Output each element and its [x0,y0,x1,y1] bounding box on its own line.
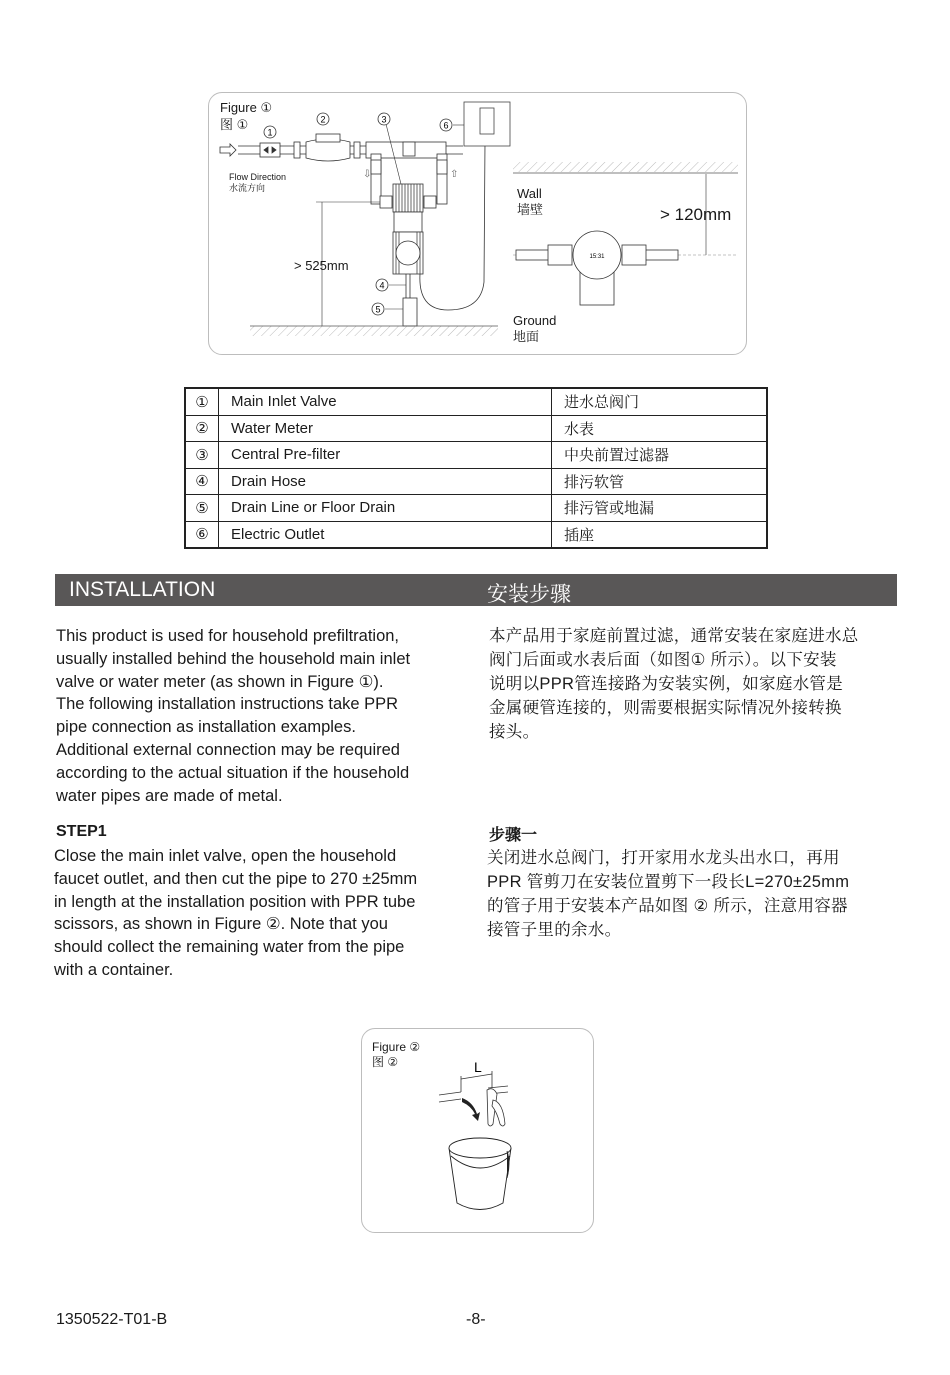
table-row [185,521,767,548]
bucket-icon [449,1138,511,1210]
flow-arrow-icon [220,144,236,156]
wall-label-zh: 墙壁 [517,202,544,217]
part-name-zh: 进水总阀门 [552,388,768,415]
part-name-zh: 排污软管 [552,468,768,495]
row-number: ② [185,415,219,442]
flow-direction-zh: 水流方向 [229,183,266,193]
wall-dimension-label: > 120mm [660,205,732,224]
callout-3-text: 3 [381,114,387,125]
parts-legend-table [184,387,768,549]
part-name-en: Central Pre-filter [219,442,552,469]
power-cord [420,142,485,310]
height-dimension-label: > 525mm [294,258,349,273]
figure-2-title-en: Figure ② [372,1040,421,1054]
text-line: 阀门后面或水表后面（如图① 所示）。以下安装 [489,651,837,669]
filter-top-view [516,231,678,305]
text-line: according to the actual situation if the household [56,763,410,782]
section-title-zh: 安装步骤 [487,583,571,606]
ppr-scissors-icon [487,1089,505,1126]
svg-text:⇧: ⇧ [450,169,459,180]
table-row [185,415,767,442]
ground-hatch [250,326,498,336]
figure-2-title-zh: 图 ② [372,1055,399,1069]
intro-paragraph-zh [489,624,909,744]
electric-outlet [464,102,510,146]
cut-pipe [439,1086,508,1102]
text-line: faucet outlet, and then cut the pipe to 270 ±25mm [54,869,418,888]
intro-paragraph-en [56,625,466,807]
part-name-en: Electric Outlet [219,521,552,548]
wall-hatch [513,162,738,172]
water-meter [294,134,360,161]
part-name-en: Drain Hose [219,468,552,495]
table-row [185,442,767,469]
part-name-en: Main Inlet Valve [219,388,552,415]
svg-text:⇩: ⇩ [363,169,372,180]
flow-direction-en: Flow Direction [229,172,287,182]
text-line: water pipes are made of metal. [56,786,283,805]
callout-2-text: 2 [320,114,326,125]
step1-heading-en: STEP1 [56,823,107,840]
text-line: Close the main inlet valve, open the household [54,847,397,865]
text-line: pipe connection as installation examples. [56,718,356,737]
text-line: 金属硬管连接的，则需要根据实际情况外接转换 [489,699,842,717]
text-line: 接管子里的余水。 [487,921,622,939]
text-line: This product is used for household prefiltration, [56,627,400,645]
step1-paragraph-zh [487,846,907,942]
installation-section-header [55,574,897,606]
row-number: ① [185,388,219,415]
text-line: 说明以PPR管连接路为安装实例，如家庭水管是 [489,675,844,693]
text-line: The following installation instructions take PPR [56,695,399,714]
row-number: ⑤ [185,495,219,522]
table-row [185,495,767,522]
wall-label-en: Wall [517,186,542,201]
drain-line [403,274,417,326]
step1-heading-zh: 步骤一 [489,827,538,844]
figure-2-diagram [361,1028,592,1231]
part-name-zh: 插座 [552,521,768,548]
callout-1-text: 1 [267,127,273,138]
text-line: valve or water meter (as shown in Figure ①). [56,672,384,691]
central-prefilter [380,184,436,274]
text-line: in length at the installation position with PPR tube [54,892,416,911]
row-number: ③ [185,442,219,469]
text-line: 关闭进水总阀门，打开家用水龙头出水口，再用 [487,849,840,867]
ground-label-zh: 地面 [513,329,540,344]
text-line: should collect the remaining water from the pipe [54,938,405,957]
text-line: scissors, as shown in Figure ②. Note that you [54,915,388,934]
part-name-en: Drain Line or Floor Drain [219,495,552,522]
section-title-en: INSTALLATION [69,578,216,601]
main-inlet-valve [260,143,280,157]
figure-1-title-en: Figure ① [220,100,273,115]
part-name-en: Water Meter [219,415,552,442]
part-name-zh: 中央前置过滤器 [552,442,768,469]
text-line: 的管子用于安装本产品如图 ② 所示，注意用容器 [487,897,848,915]
callout-6-text: 6 [443,120,449,131]
drop-arrow-icon [462,1098,480,1121]
page-number: -8- [466,1311,486,1328]
text-line: Additional external connection may be required [56,740,400,759]
text-line: 本产品用于家庭前置过滤，通常安装在家庭进水总 [489,627,859,645]
text-line: with a container. [54,960,174,979]
display-readout: 15:31 [589,254,605,260]
row-number: ⑥ [185,521,219,548]
text-line: usually installed behind the household main inlet [56,649,411,668]
figure-1-title-zh: 图 ① [220,117,249,132]
ground-label-en: Ground [513,313,557,328]
table-row [185,468,767,495]
document-code: 1350522-T01-B [56,1311,168,1328]
step1-paragraph-en [54,845,474,982]
callout-5-text: 5 [375,304,381,315]
text-line: 接头。 [489,723,540,741]
table-row [185,388,767,415]
row-number: ④ [185,468,219,495]
callout-4-text: 4 [379,280,385,291]
part-name-zh: 水表 [552,415,768,442]
part-name-zh: 排污管或地漏 [552,495,768,522]
length-label: L [474,1059,482,1075]
text-line: PPR 管剪刀在安装位置剪下一段长L=270±25mm [487,873,850,891]
